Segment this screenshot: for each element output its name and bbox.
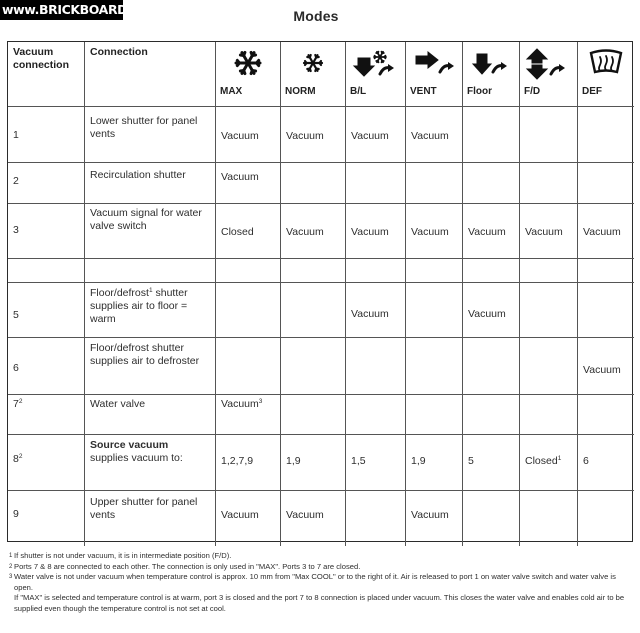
footnote-2 (9, 562, 633, 573)
mode-value-cell (346, 491, 406, 546)
mode-value-cell (463, 163, 520, 204)
mode-value-cell (216, 204, 281, 259)
mode-value-cell (346, 259, 406, 283)
mode-label: B/L (350, 86, 367, 97)
footnote-marker: 3 (258, 398, 263, 405)
mode-value-cell (406, 163, 463, 204)
port-number (8, 491, 85, 546)
connection-description (85, 204, 216, 259)
mode-value-cell (463, 283, 520, 338)
mode-value: Vacuum (468, 226, 506, 238)
connection-description (85, 259, 216, 283)
floor-defrost-airflow-icon (520, 48, 577, 84)
header-mode-max (216, 42, 281, 107)
mode-value: 5 (468, 455, 474, 467)
footnotes (9, 551, 633, 615)
footnote-text: Water valve is not under vacuum when temperature control is approx. 10 mm from "Max COOL" or to the right of it. Air is released to port 1 on water valve switch and water valve is open. (14, 572, 616, 592)
mode-value: Vacuum (525, 226, 563, 238)
footnote-marker: 2 (18, 398, 23, 405)
footnote-marker: 1 (148, 287, 153, 294)
mode-value-cell (406, 338, 463, 395)
windshield-defrost-icon (578, 48, 634, 80)
mode-label: VENT (410, 86, 437, 97)
mode-value: Vacuum (411, 509, 449, 521)
mode-label: NORM (285, 86, 316, 97)
connection-description (85, 338, 216, 395)
mode-value: Vacuum (351, 226, 389, 238)
footnote-text: If "MAX" is selected and temperature control is at warm, port 3 is closed and the port 7 to 8 connection is placed under vacuum. This closes the water valve and enables cold air to be supplied even though the temperature control is not set at cool. (14, 593, 625, 613)
mode-value: Vacuum (583, 364, 621, 376)
mode-value-cell (463, 395, 520, 435)
port-number (8, 338, 85, 395)
header-mode-vent (406, 42, 463, 107)
mode-value-cell (216, 338, 281, 395)
snowflake-icon (216, 48, 280, 82)
header-vacuum-connection (8, 42, 85, 107)
port-number (8, 107, 85, 163)
mode-value-cell (406, 435, 463, 491)
mode-value-cell (520, 204, 578, 259)
footnote-marker: 1 (9, 553, 13, 559)
connection-description (85, 395, 216, 435)
connection-description (85, 491, 216, 546)
header-mode-norm (281, 42, 346, 107)
mode-value-cell (216, 491, 281, 546)
mode-value-cell (406, 395, 463, 435)
mode-value-cell (281, 204, 346, 259)
mode-value-cell (281, 338, 346, 395)
connection-description (85, 435, 216, 491)
mode-value-cell (406, 283, 463, 338)
mode-value-cell (578, 107, 634, 163)
connection-text: shutter supplies air to floor = warm (90, 287, 188, 325)
mode-value-cell (578, 491, 634, 546)
mode-value-cell (520, 107, 578, 163)
connection-text: Upper shutter for panel vents (90, 496, 198, 521)
footnote-marker: 2 (18, 453, 23, 460)
footnote-marker: 3 (9, 574, 13, 581)
port-number-text: 8 (13, 453, 19, 465)
port-number-text: 5 (13, 309, 19, 321)
mode-value: 1,2,7,9 (221, 455, 254, 467)
header-mode-f-d (520, 42, 578, 107)
connection-description (85, 107, 216, 163)
mode-value-cell (578, 395, 634, 435)
footnote-marker: 2 (9, 563, 13, 570)
mode-value-cell (406, 204, 463, 259)
mode-value-cell (281, 435, 346, 491)
mode-value-cell (463, 259, 520, 283)
mode-value-cell (463, 107, 520, 163)
mode-value-cell (520, 163, 578, 204)
port-number-text: 1 (13, 129, 19, 141)
mode-value: Vacuum (221, 398, 259, 410)
mode-value: Vacuum (351, 130, 389, 142)
connection-heading: Source vacuum (90, 439, 169, 451)
port-number (8, 163, 85, 204)
mode-value-cell (520, 283, 578, 338)
floor-airflow-icon (463, 48, 519, 82)
mode-value-cell (346, 435, 406, 491)
connection-text: Lower shutter for panel vents (90, 115, 198, 140)
mode-value-cell (520, 259, 578, 283)
footnote-1 (9, 551, 633, 562)
header-connection-label: Connection (90, 46, 148, 58)
mode-value: Vacuum (286, 130, 324, 142)
mode-value-cell (520, 338, 578, 395)
mode-value-cell (406, 259, 463, 283)
mode-label: MAX (220, 86, 243, 97)
mode-value-cell (346, 163, 406, 204)
mode-value-cell (463, 338, 520, 395)
mode-value-cell (216, 163, 281, 204)
port-number (8, 259, 85, 283)
mode-value-cell (578, 259, 634, 283)
vent-airflow-icon (406, 48, 462, 82)
connection-text: Recirculation shutter (90, 169, 186, 181)
header-vacuum-connection-label: Vacuum connection (13, 46, 70, 71)
connection-description (85, 163, 216, 204)
mode-value-cell (346, 283, 406, 338)
mode-value-cell (216, 283, 281, 338)
mode-value-cell (520, 395, 578, 435)
mode-value: Vacuum (351, 308, 389, 320)
header-mode-def (578, 42, 634, 107)
mode-value: Vacuum (468, 308, 506, 320)
footnote-marker: 1 (557, 455, 562, 462)
port-number (8, 204, 85, 259)
mode-value-cell (520, 435, 578, 491)
mode-value: 6 (583, 455, 589, 467)
mode-value-cell (578, 435, 634, 491)
connection-text: Water valve (90, 398, 146, 410)
mode-value-cell (281, 491, 346, 546)
mode-value: Vacuum (221, 130, 259, 142)
mode-label: F/D (524, 86, 541, 97)
port-number-text: 7 (13, 398, 19, 410)
port-number (8, 435, 85, 491)
mode-value-cell (346, 204, 406, 259)
mode-value: Vacuum (221, 509, 259, 521)
mode-value: Closed (525, 455, 558, 467)
mode-value: Vacuum (411, 226, 449, 238)
mode-value-cell (463, 435, 520, 491)
mode-value-cell (216, 107, 281, 163)
mode-label: DEF (582, 86, 602, 97)
mode-value-cell (346, 395, 406, 435)
footnote-text: If shutter is not under vacuum, it is in intermediate position (F/D). (14, 551, 232, 560)
footnote-3 (9, 572, 633, 593)
mode-value-cell (463, 491, 520, 546)
mode-value-cell (463, 204, 520, 259)
connection-description (85, 283, 216, 338)
header-mode-floor (463, 42, 520, 107)
bilevel-airflow-icon (346, 48, 405, 82)
mode-value-cell (578, 163, 634, 204)
port-number-text: 2 (13, 175, 19, 187)
mode-value-cell (281, 395, 346, 435)
mode-value: Closed (221, 226, 254, 238)
mode-value-cell (216, 395, 281, 435)
connection-text: Vacuum signal for water valve switch (90, 207, 202, 232)
mode-value-cell (578, 338, 634, 395)
mode-value-cell (281, 107, 346, 163)
port-number-text: 3 (13, 224, 19, 236)
port-number-text: 9 (13, 508, 19, 520)
port-number (8, 283, 85, 338)
mode-value-cell (578, 283, 634, 338)
mode-value-cell (281, 163, 346, 204)
snowflake-icon (281, 48, 345, 82)
mode-value-cell (406, 491, 463, 546)
connection-text: Floor/defrost (90, 287, 149, 299)
mode-value: Vacuum (411, 130, 449, 142)
mode-value: 1,5 (351, 455, 366, 467)
footnote-note (9, 593, 633, 614)
header-mode-b-l (346, 42, 406, 107)
mode-value: Vacuum (286, 226, 324, 238)
mode-value: Vacuum (583, 226, 621, 238)
watermark: www.BRICKBOARD.com (0, 0, 123, 20)
port-number (8, 395, 85, 435)
mode-value: 1,9 (286, 455, 301, 467)
mode-value-cell (281, 259, 346, 283)
mode-value-cell (216, 259, 281, 283)
mode-label: Floor (467, 86, 492, 97)
mode-value-cell (406, 107, 463, 163)
mode-value-cell (520, 491, 578, 546)
page-title: Modes (293, 8, 339, 24)
mode-value-cell (346, 338, 406, 395)
modes-table (7, 41, 633, 542)
mode-value: 1,9 (411, 455, 426, 467)
header-connection (85, 42, 216, 107)
mode-value-cell (578, 204, 634, 259)
connection-text: supplies vacuum to: (90, 452, 183, 464)
mode-value-cell (281, 283, 346, 338)
mode-value: Vacuum (286, 509, 324, 521)
mode-value-cell (346, 107, 406, 163)
mode-value-cell (216, 435, 281, 491)
connection-text: Floor/defrost shutter supplies air to defroster (90, 342, 200, 367)
mode-value: Vacuum (221, 171, 259, 183)
footnote-text: Ports 7 & 8 are connected to each other. The connection is only used in "MAX". Ports 3 to 7 are closed. (14, 561, 361, 571)
port-number-text: 6 (13, 362, 19, 374)
